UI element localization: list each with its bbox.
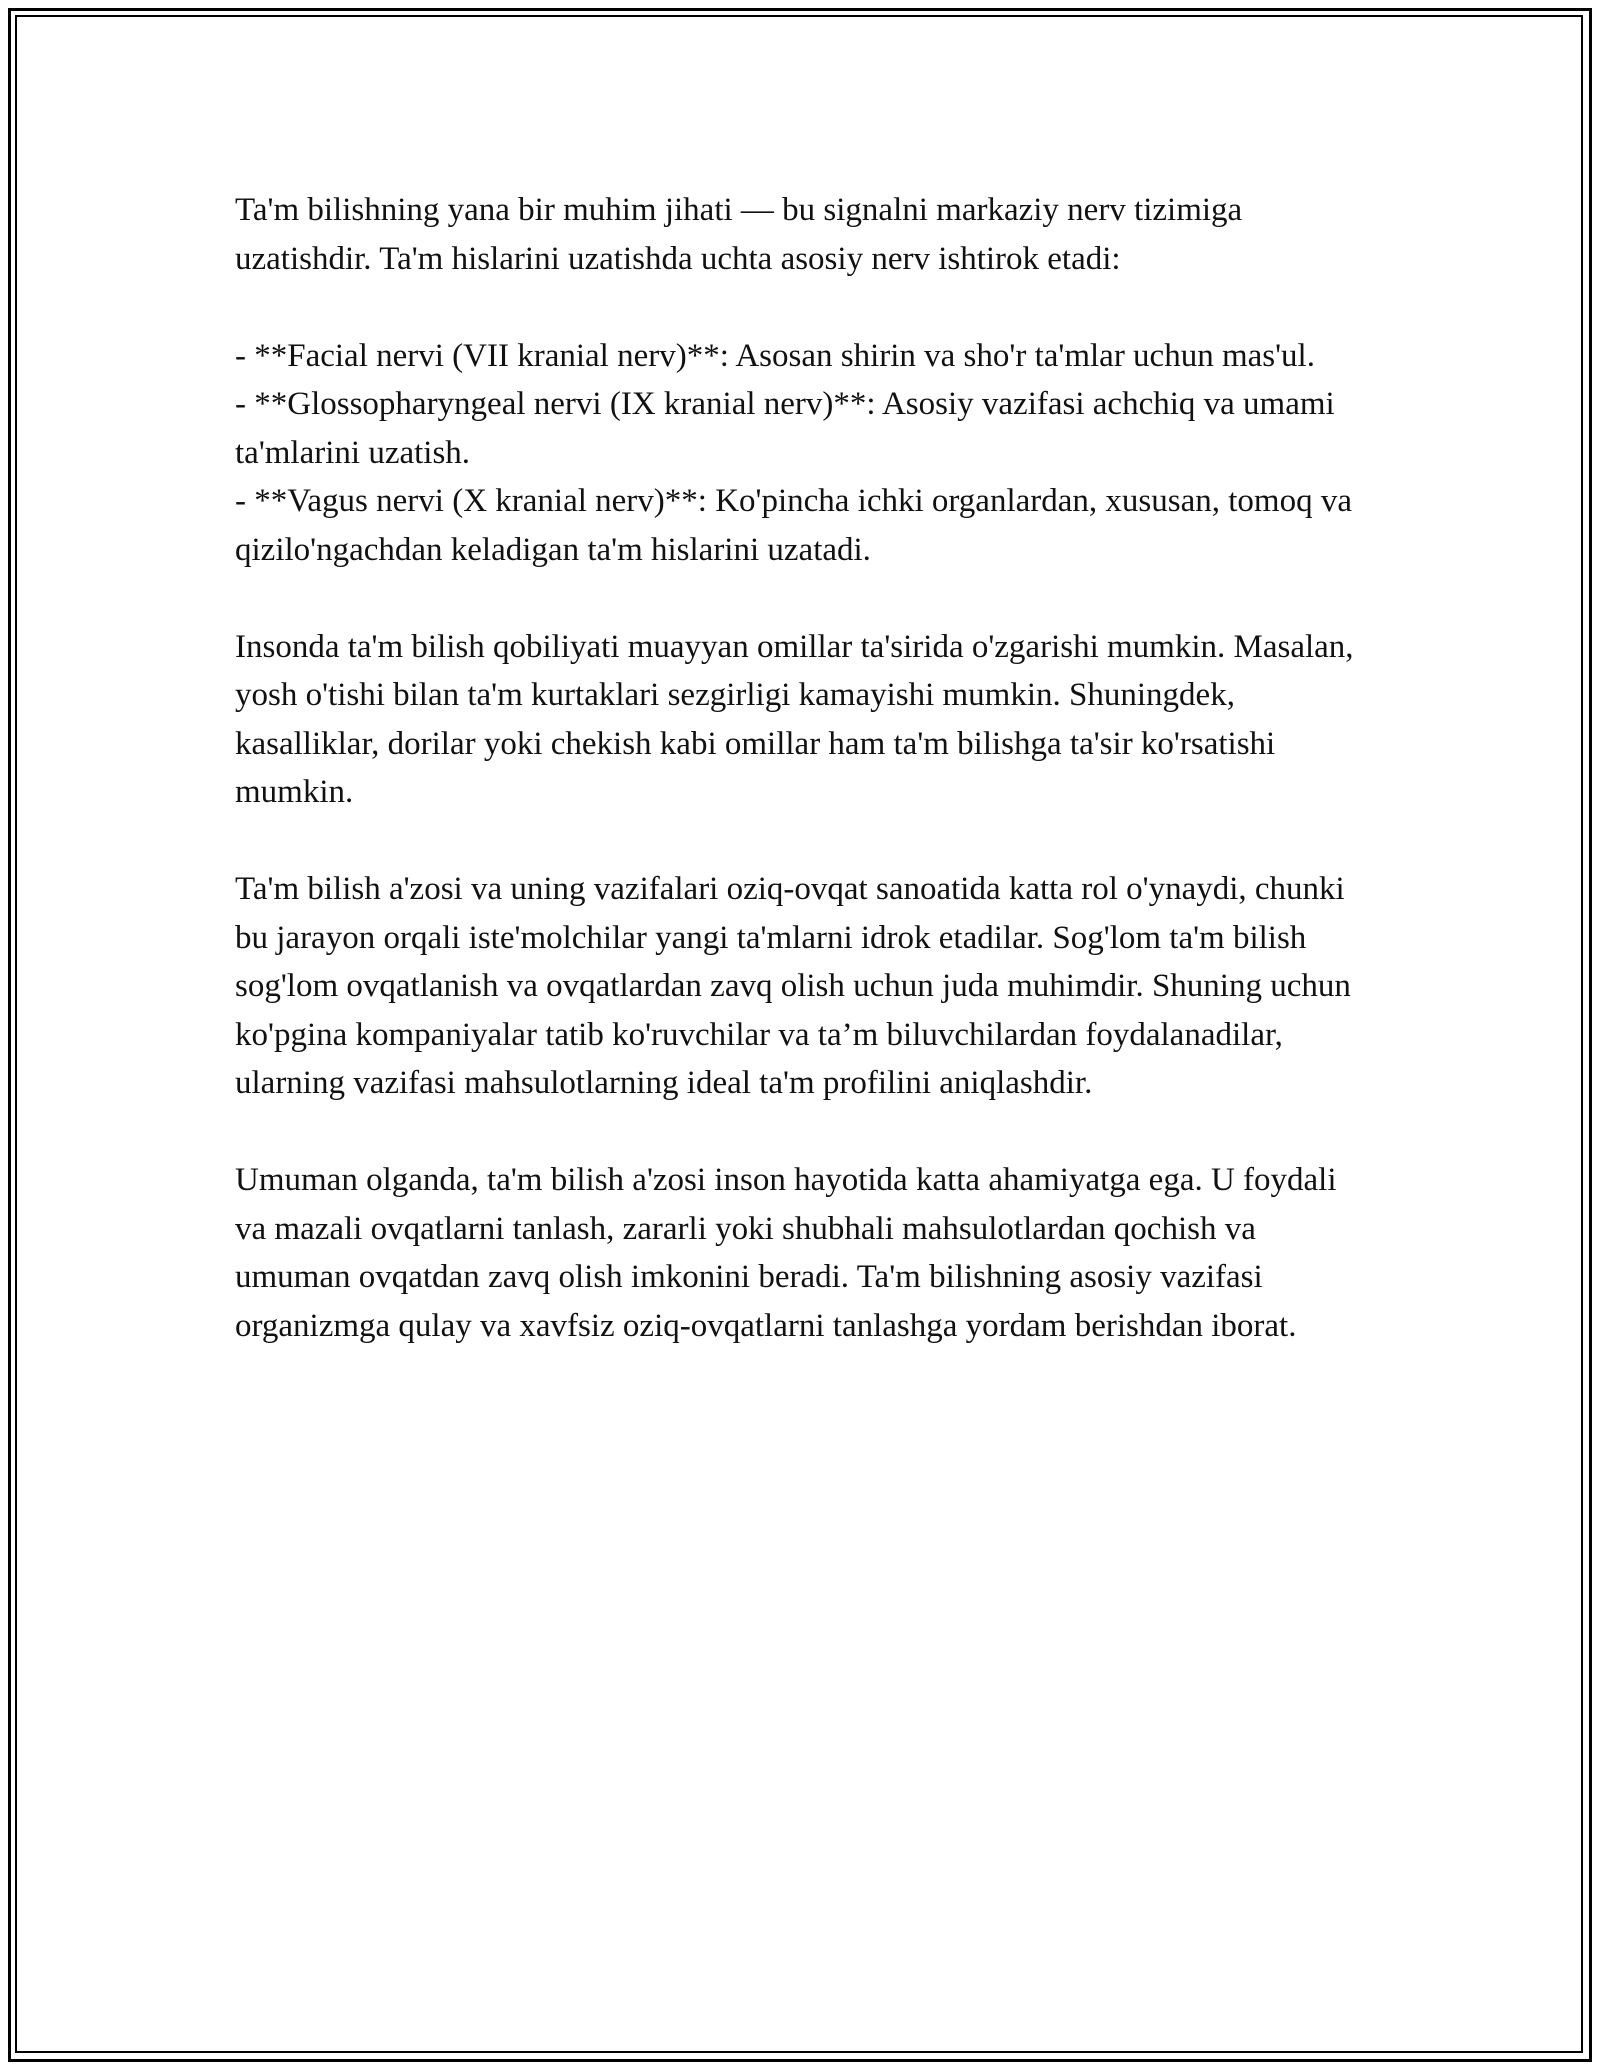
list-item-vagus-nerve: - **Vagus nervi (X kranial nerv)**: Ko'pincha ichki organlardan, xususan, tomoq va qizilo'ngachdan keladigan ta'm hislarini uzatadi. [235, 483, 1352, 568]
paragraph-taste-factors: Insonda ta'm bilish qobiliyati muayyan omillar ta'sirida o'zgarishi mumkin. Masalan, yosh o'tishi bilan ta'm kurtaklari sezgirligi kamayishi mumkin. Shuningdek, kasalliklar, dorilar yoki chekish kabi omillar ham ta'm bilishga ta'sir ko'rsatishi mumkin. [235, 628, 1354, 810]
nerve-list [235, 332, 1365, 575]
document-body [235, 186, 1365, 1399]
paragraph-conclusion: Umuman olganda, ta'm bilish a'zosi inson hayotida katta ahamiyatga ega. U foydali va mazali ovqatlarni tanlash, zararli yoki shubhali mahsulotlardan qochish va umuman ovqatdan zavq olish imkonini beradi. Ta'm bilishning asosiy vazifasi organizmga qulay va xavfsiz oziq-ovqatlarni tanlashga yordam berishdan iborat. [235, 1162, 1337, 1344]
intro-paragraph: Ta'm bilishning yana bir muhim jihati — bu signalni markaziy nerv tizimiga uzatishdir. Ta'm hislarini uzatishda uchta asosiy nerv ishtirok etadi: [235, 192, 1243, 277]
list-item-glossopharyngeal-nerve: - **Glossopharyngeal nervi (IX kranial nerv)**: Asosiy vazifasi achchiq va umami ta'mlarini uzatish. [235, 386, 1335, 471]
list-item-facial-nerve: - **Facial nervi (VII kranial nerv)**: Asosan shirin va sho'r ta'mlar uchun mas'ul. [235, 337, 1315, 374]
paragraph-food-industry: Ta'm bilish a'zosi va uning vazifalari oziq-ovqat sanoatida katta rol o'ynaydi, chunki bu jarayon orqali iste'molchilar yangi ta'mlarni idrok etadilar. Sog'lom ta'm bilish sog'lom ovqatlanish va ovqatlardan zavq olish uchun juda muhimdir. Shuning uchun ko'pgina kompaniyalar tatib ko'ruvchilar va ta’m biluvchilardan foydalanadilar, ularning vazifasi mahsulotlarning ideal ta'm profilini aniqlashdir. [235, 871, 1351, 1101]
